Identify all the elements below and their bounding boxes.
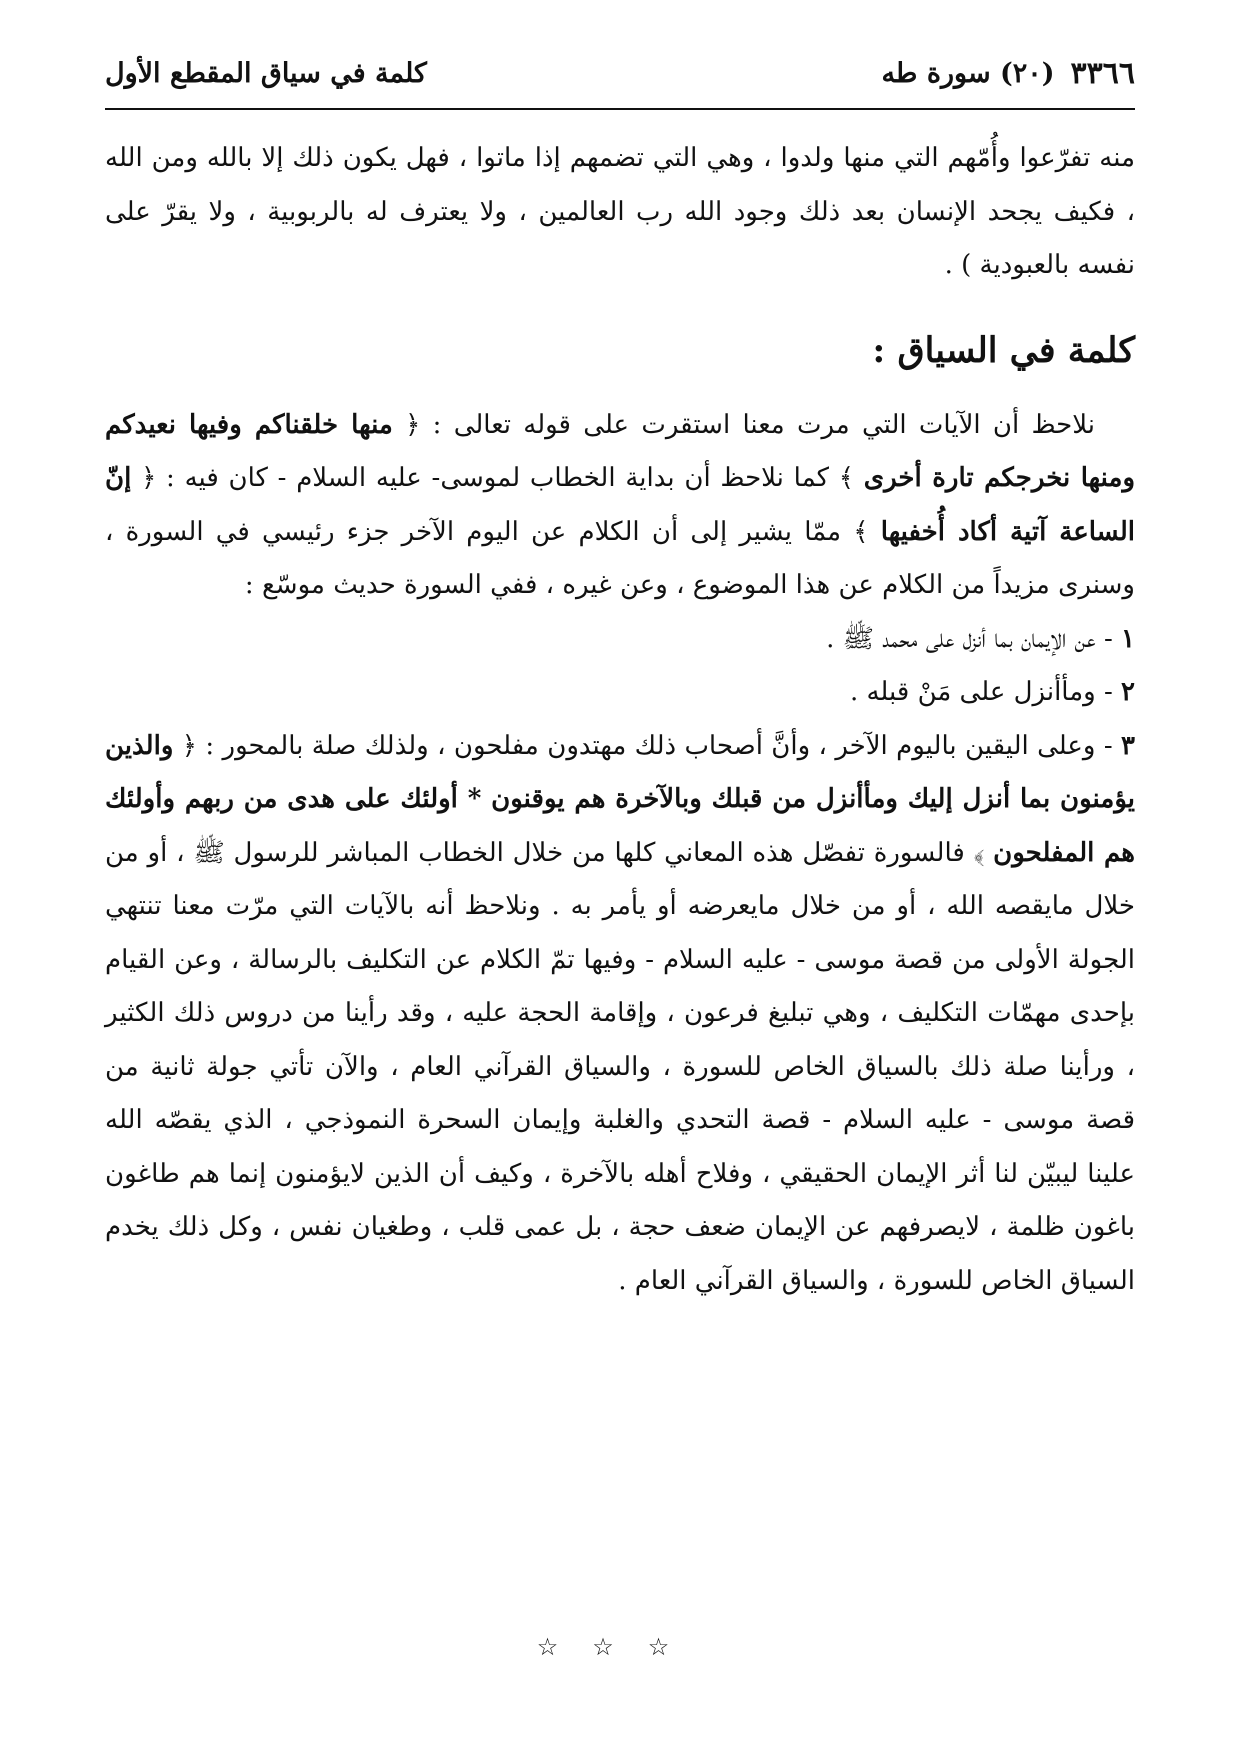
list-number: ١	[1121, 623, 1135, 654]
list-item	[105, 666, 1135, 720]
list-text: - عن الإيمان بما أنزل على محمد ﷺ .	[826, 623, 1122, 654]
section-end-stars: ☆☆☆	[536, 1633, 704, 1661]
surah-label: (٢٠) سورة طه	[881, 57, 1055, 89]
list-number: ٢	[1121, 677, 1135, 707]
paragraph-text: ﴾ ممّا يشير إلى أن الكلام عن اليوم الآخر جزء رئيسي في السورة ، وسنرى مزيداً من الكلام عن هذا الموضوع ، وعن غيره ، ففي السورة حديث موسّع :	[105, 516, 1135, 600]
page-number: ٣٣٦٦	[1070, 55, 1135, 91]
header-right	[881, 56, 1135, 91]
page-body	[105, 132, 1135, 1308]
page	[105, 38, 1135, 1718]
intro-paragraph: منه تفرّعوا وأُمّهم التي منها ولدوا ، وهي التي تضمهم إذا ماتوا ، فهل يكون ذلك إلا بالله ومن الله ، فكيف يجحد الإنسان بعد ذلك وجود الله رب العالمين ، ولا يعترف له بالربوبية ، ولا يقرّ على نفسه بالعبودية ) .	[105, 143, 1135, 280]
list-item	[105, 720, 1135, 1309]
list-text: - ومأأنزل على مَنْ قبله .	[849, 677, 1122, 707]
quran-quote: والذين يؤمنون بما أنزل إليك ومأأنزل من قبلك وبالآخرة هم يوقنون * أولئك على هدى من ربهم وأولئك هم المفلحون	[105, 730, 1135, 868]
quran-quote: منها خلقناكم وفيها نعيدكم ومنها نخرجكم تارة أخرى	[105, 409, 1135, 493]
list-item	[105, 613, 1135, 667]
paragraph-text: - وعلى اليقين باليوم الآخر ، وأنَّ أصحاب ذلك مهتدون مفلحون ، ولذلك صلة بالمحور : ﴿	[181, 730, 1122, 761]
running-title: كلمة في سياق المقطع الأول	[105, 57, 427, 89]
quran-quote: إنّ الساعة آتية أكاد أُخفيها	[105, 463, 1136, 547]
section-title: كلمة في السياق :	[872, 329, 1135, 371]
list-number: ٣	[1121, 730, 1135, 761]
running-header	[105, 38, 1135, 110]
paragraph-text: ﴾ كما نلاحظ أن بداية الخطاب لموسى- عليه السلام - كان فيه : ﴿	[141, 463, 854, 493]
paragraph-text: نلاحظ أن الآيات التي مرت معنا استقرت على قوله تعالى : ﴿	[405, 409, 1095, 440]
paragraph-context	[105, 399, 1135, 613]
paragraph-text: ﴾ فالسورة تفصّل هذه المعاني كلها من خلال الخطاب المباشر للرسول ﷺ ، أو من خلال مايقصه الله ، أو من خلال مايعرضه أو يأمر به . ونلاحظ أنه بالآيات التي مرّت معنا تنتهي الجولة الأولى من قصة موسى - عليه السلام - وفيها تمّ الكلام عن التكليف بالرسالة ، وعن القيام بإحدى مهمّات التكليف ، وهي تبليغ فرعون ، وإقامة الحجة عليه ، وقد رأينا من دروس ذلك الكثير ، ورأينا صلة ذلك بالسياق الخاص للسورة ، والسياق القرآني العام ، والآن تأتي جولة ثانية من قصة موسى - عليه السلام - قصة التحدي والغلبة وإيمان السحرة النموذجي ، الذي يقصّه الله علينا ليبيّن لنا أثر الإيمان الحقيقي ، وفلاح أهله بالآخرة ، وكيف أن الذين لايؤمنون إنما هم طاغون باغون ظلمة ، لايصرفهم عن الإيمان ضعف حجة ، بل عمى قلب ، وطغيان نفس ، وكل ذلك يخدم السياق الخاص للسورة ، والسياق القرآني العام .	[105, 837, 1135, 1296]
